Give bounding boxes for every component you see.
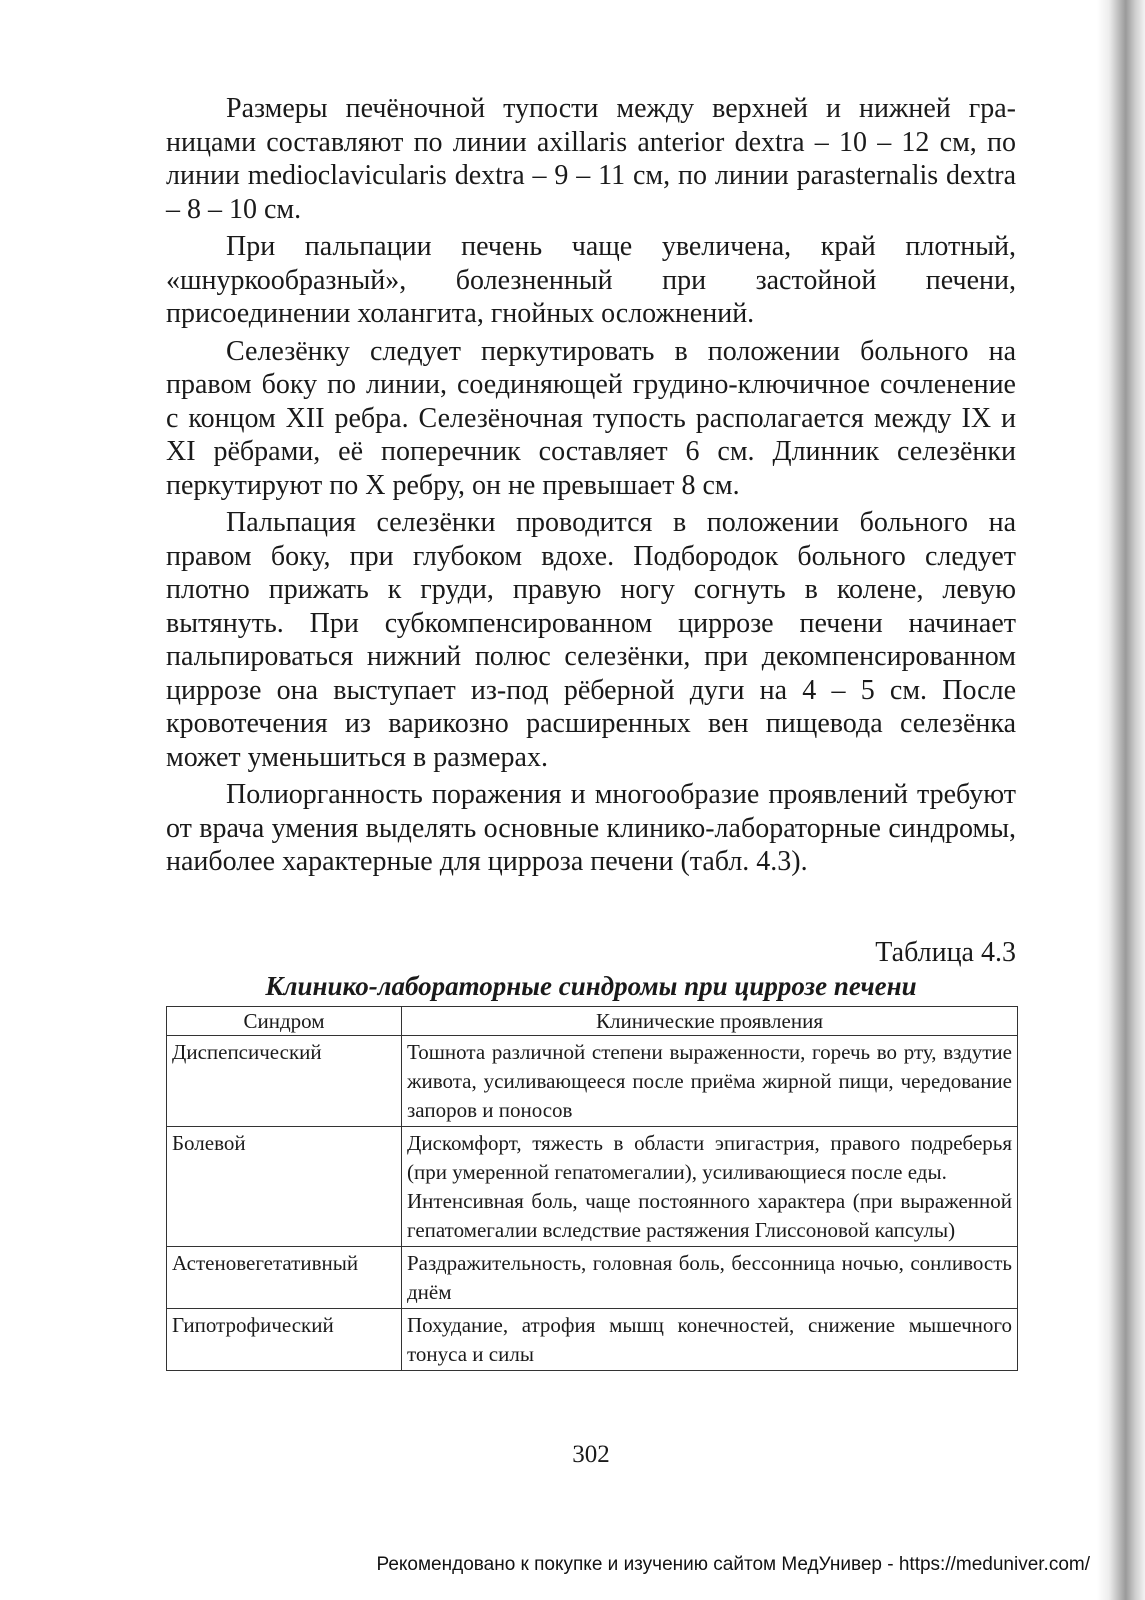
syndrome-cell: Диспепсический: [167, 1036, 402, 1127]
manifestation-text: Тошнота различной степени выраженности, горечь во рту, вздутие живота, усиливающееся после приёма жирной пищи, чередование запоров и поносов: [407, 1040, 1012, 1122]
syndrome-cell: Астеновегетативный: [167, 1247, 402, 1309]
table-row: [167, 1247, 1018, 1309]
syndromes-table: [166, 1006, 1018, 1371]
manifestation-text: Дискомфорт, тяжесть в области эпигастрия, правого подреберья (при умеренной гепатомегалии), усиливающиеся после еды.: [407, 1131, 1012, 1184]
paragraph: При пальпации печень чаще увеличена, край плотный, «шнуркообразный», болезненный при застойной печени, присоединении холангита, гнойных осложнений.: [166, 231, 1016, 329]
column-header-syndrome: Синдром: [167, 1007, 402, 1036]
manifestations-cell: [402, 1036, 1018, 1127]
table-row: [167, 1309, 1018, 1371]
manifestation-text: Раздражительность, головная боль, бессонница ночью, сонливость днём: [407, 1251, 1012, 1304]
table-number: Таблица 4.3: [875, 937, 1016, 968]
body-text: [166, 92, 1016, 883]
binding-shadow: [1097, 0, 1145, 1600]
manifestations-cell: [402, 1127, 1018, 1247]
paragraph: Размеры печёночной тупости между верхней и нижней границами составляют по линии axillaris anterior dextra – 10 – 12 см, по линии medioclavicularis dextra – 9 – 11 см, по линии parasternalis dextra – 8 – 10 см.: [166, 93, 1016, 225]
syndrome-cell: Болевой: [167, 1127, 402, 1247]
manifestation-text: Интенсивная боль, чаще постоянного характера (при выраженной гепатомегалии вследствие растяжения Глиссоновой капсулы): [407, 1189, 1012, 1242]
paragraph: Пальпация селезёнки проводится в положении больного на правом боку, при глубоком вдохе. Подбородок больного следует плотно прижать к груди, правую ногу согнуть в колене, левую вытянуть. При субкомпенсированном циррозе печени начинает пальпироваться нижний полюс селезёнки, при декомпенсированном циррозе она выступает из-под рёберной дуги на 4 – 5 см. После кровотечения из варикозно расширенных вен пищевода селезёнка может уменьшиться в размерах.: [166, 507, 1016, 773]
paragraph: Селезёнку следует перкутировать в положении больного на правом боку по линии, соединяющей грудино-ключичное сочленение с концом XII ребра. Селезёночная тупость располагается между IX и XI рёбрами, её поперечник составляет 6 см. Длинник селезёнки перкутируют по X ребру, он не превышает 8 см.: [166, 335, 1016, 501]
column-header-manifestations: Клинические проявления: [402, 1007, 1018, 1036]
table-row: [167, 1036, 1018, 1127]
syndrome-cell: Гипотрофический: [167, 1309, 402, 1371]
page-number: 302: [572, 1441, 610, 1468]
paragraph: Полиорганность поражения и многообразие проявлений требуют от врача умения выделять основные клинико-лабораторные синдромы, наиболее характерные для цирроза печени (табл. 4.3).: [166, 779, 1016, 877]
manifestations-cell: [402, 1309, 1018, 1371]
table-row: [167, 1127, 1018, 1247]
footer-recommendation: Рекомендовано к покупке и изучению сайтом МедУнивер - https://meduniver.com/: [376, 1554, 1090, 1575]
manifestation-text: Похудание, атрофия мышц конечностей, снижение мышечного тонуса и силы: [407, 1313, 1012, 1366]
table-title: Клинико-лабораторные синдромы при циррозе печени: [265, 971, 917, 1001]
table-header-row: [167, 1007, 1018, 1036]
manifestations-cell: [402, 1247, 1018, 1309]
